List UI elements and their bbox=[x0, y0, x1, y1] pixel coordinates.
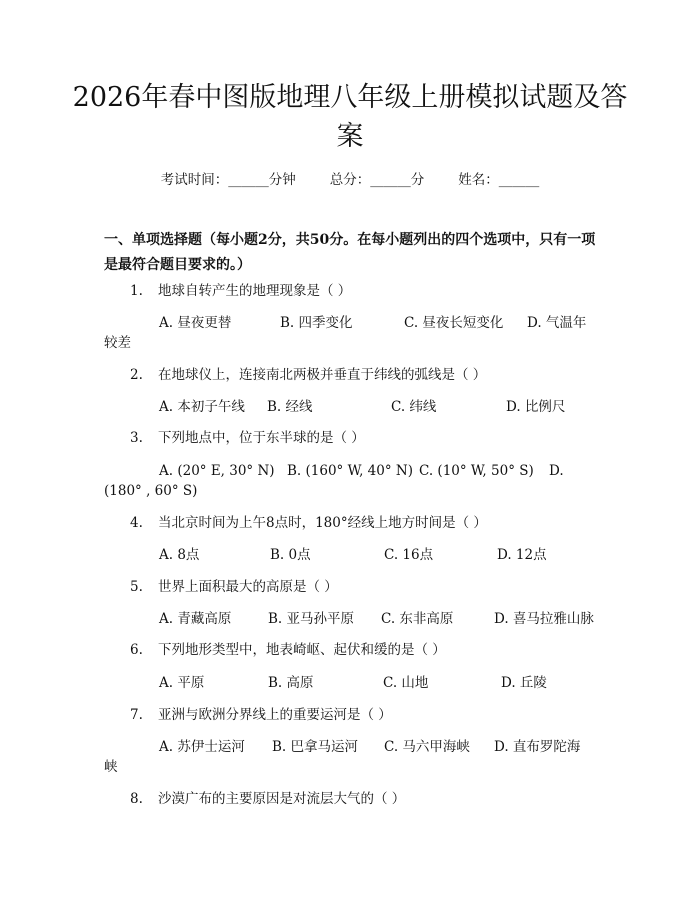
question-text: 亚洲与欧洲分界线上的重要运河是（ ） bbox=[158, 707, 392, 723]
option-d: D. 丘陵 bbox=[501, 675, 547, 691]
option-c: C. 马六甲海峡 bbox=[384, 739, 470, 755]
question-2 bbox=[130, 365, 486, 385]
option-b: B. 四季变化 bbox=[280, 315, 353, 331]
option-b: B. 亚马孙平原 bbox=[268, 611, 355, 627]
question-number: 7. bbox=[130, 707, 143, 723]
question-number: 8. bbox=[130, 791, 143, 807]
option-c: C. 山地 bbox=[383, 675, 429, 691]
option-d: D. 12点 bbox=[497, 547, 547, 563]
option-a: A. 8点 bbox=[159, 547, 200, 563]
option-a: A. 青藏高原 bbox=[159, 611, 232, 627]
option-continuation: 峡 bbox=[104, 759, 118, 775]
student-name-field: 姓名：______ bbox=[458, 172, 540, 188]
option-a: A. 平原 bbox=[159, 675, 205, 691]
option-c: C. 纬线 bbox=[391, 399, 437, 415]
question-text: 下列地形类型中，地表崎岖、起伏和缓的是（ ） bbox=[158, 642, 446, 658]
question-text: 当北京时间为上午8点时，180°经线上地方时间是（ ） bbox=[158, 515, 487, 531]
question-number: 6. bbox=[130, 642, 143, 658]
question-8 bbox=[130, 789, 405, 809]
option-d: D. bbox=[549, 463, 564, 479]
option-c: C. 东非高原 bbox=[381, 611, 454, 627]
question-number: 5. bbox=[130, 579, 143, 595]
option-continuation: (180° , 60° S) bbox=[104, 483, 198, 499]
question-3 bbox=[130, 428, 365, 448]
exam-time-field: 考试时间：______分钟 bbox=[160, 172, 296, 188]
option-b: B. (160° W, 40° N) bbox=[287, 463, 413, 479]
option-d: D. 气温年 bbox=[527, 315, 587, 331]
option-b: B. 巴拿马运河 bbox=[272, 739, 359, 755]
question-number: 4. bbox=[130, 515, 143, 531]
option-c: C. 昼夜长短变化 bbox=[404, 315, 504, 331]
page-title: 2026年春中图版地理八年级上册模拟试题及答案 bbox=[72, 82, 628, 152]
question-6 bbox=[130, 640, 446, 660]
question-number: 3. bbox=[130, 430, 143, 446]
total-score-field: 总分：______分 bbox=[329, 172, 425, 188]
question-number: 1. bbox=[130, 283, 143, 299]
option-a: A. 昼夜更替 bbox=[159, 315, 232, 331]
option-a: A. 苏伊士运河 bbox=[159, 739, 245, 755]
option-b: B. 高原 bbox=[268, 675, 314, 691]
option-d: D. 直布罗陀海 bbox=[494, 739, 581, 755]
option-a: A. (20° E, 30° N) bbox=[159, 463, 275, 479]
question-5 bbox=[130, 577, 338, 597]
exam-meta bbox=[0, 168, 700, 188]
question-1 bbox=[130, 281, 351, 301]
option-b: B. 0点 bbox=[270, 547, 311, 563]
question-text: 在地球仪上，连接南北两极并垂直于纬线的弧线是（ ） bbox=[158, 367, 487, 383]
option-c: C. 16点 bbox=[384, 547, 434, 563]
option-c: C. (10° W, 50° S) bbox=[419, 463, 534, 479]
option-b: B. 经线 bbox=[267, 399, 313, 415]
option-a: A. 本初子午线 bbox=[159, 399, 245, 415]
question-text: 沙漠广布的主要原因是对流层大气的（ ） bbox=[158, 791, 406, 807]
question-text: 世界上面积最大的高原是（ ） bbox=[158, 579, 338, 595]
section-heading: 一、单项选择题（每小题2分，共50分。在每小题列出的四个选项中，只有一项是最符合题目要求的。） bbox=[104, 232, 596, 273]
option-d: D. 比例尺 bbox=[506, 399, 566, 415]
question-number: 2. bbox=[130, 367, 143, 383]
question-text: 地球自转产生的地理现象是（ ） bbox=[158, 283, 352, 299]
question-4 bbox=[130, 513, 487, 533]
question-text: 下列地点中，位于东半球的是（ ） bbox=[158, 430, 365, 446]
option-d: D. 喜马拉雅山脉 bbox=[494, 611, 594, 627]
question-7 bbox=[130, 705, 392, 725]
option-continuation: 较差 bbox=[104, 335, 131, 351]
